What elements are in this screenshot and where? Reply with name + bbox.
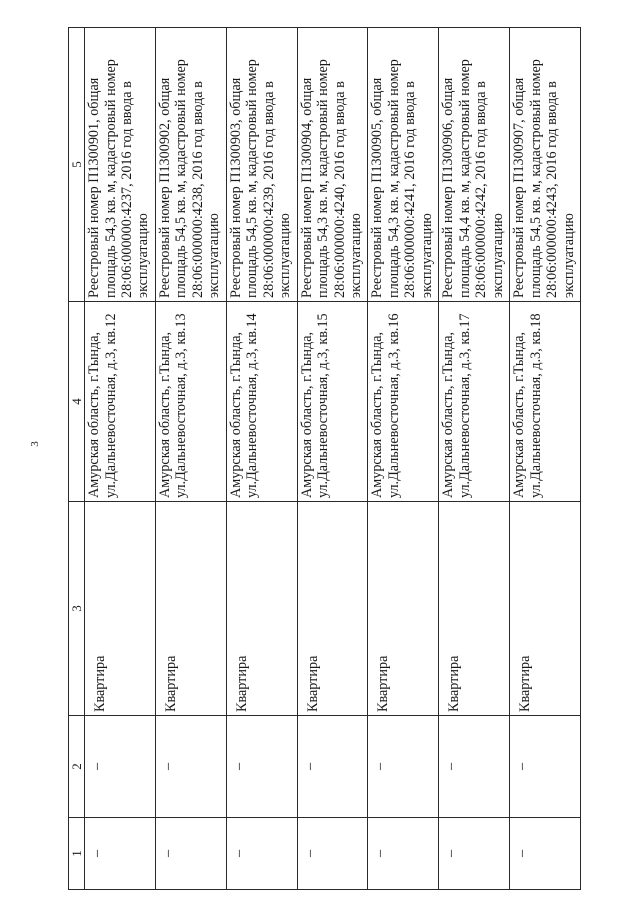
table-row: [439, 28, 510, 890]
cell-col2: –: [297, 716, 368, 818]
cell-address: Амурская область, г.Тында, ул.Дальневосточная, д.3, кв.14: [226, 302, 297, 502]
cell-object-type: Квартира: [85, 502, 156, 716]
cell-details: Реестровый номер П1300901, общая площадь 54,3 кв. м, кадастровый номер 28:06:000000:4237, 2016 год ввода в эксплуатацию: [85, 28, 156, 302]
cell-col2: –: [368, 716, 439, 818]
rotated-table-container: [68, 28, 581, 890]
cell-col1: –: [226, 818, 297, 890]
cell-details: Реестровый номер П1300903, общая площадь 54,5 кв. м, кадастровый номер 28:06:000000:4239, 2016 год ввода в эксплуатацию: [226, 28, 297, 302]
cell-col1: –: [510, 818, 581, 890]
column-header: 4: [69, 302, 85, 502]
cell-address: Амурская область, г.Тында, ул.Дальневосточная, д.3, кв.17: [439, 302, 510, 502]
cell-address: Амурская область, г.Тында, ул.Дальневосточная, д.3, кв.16: [368, 302, 439, 502]
cell-details: Реестровый номер П1300905, общая площадь 54,3 кв. м, кадастровый номер 28:06:000000:4241, 2016 год ввода в эксплуатацию: [368, 28, 439, 302]
table-row: [85, 28, 156, 890]
cell-object-type: Квартира: [155, 502, 226, 716]
cell-object-type: Квартира: [510, 502, 581, 716]
cell-col2: –: [85, 716, 156, 818]
table-row: [226, 28, 297, 890]
cell-col1: –: [85, 818, 156, 890]
cell-col2: –: [510, 716, 581, 818]
table-row: [155, 28, 226, 890]
table-row: [510, 28, 581, 890]
cell-object-type: Квартира: [439, 502, 510, 716]
cell-col2: –: [226, 716, 297, 818]
cell-col2: –: [439, 716, 510, 818]
header-row: [69, 28, 85, 890]
cell-address: Амурская область, г.Тында, ул.Дальневосточная, д.3, кв.13: [155, 302, 226, 502]
cell-address: Амурская область, г.Тында, ул.Дальневосточная, д.3, кв.18: [510, 302, 581, 502]
cell-col1: –: [368, 818, 439, 890]
cell-details: Реестровый номер П1300904, общая площадь 54,3 кв. м, кадастровый номер 28:06:000000:4240, 2016 год ввода в эксплуатацию: [297, 28, 368, 302]
cell-object-type: Квартира: [297, 502, 368, 716]
cell-address: Амурская область, г.Тында, ул.Дальневосточная, д.3, кв.15: [297, 302, 368, 502]
cell-object-type: Квартира: [226, 502, 297, 716]
column-header: 2: [69, 716, 85, 818]
column-header: 1: [69, 818, 85, 890]
cell-col2: –: [155, 716, 226, 818]
cell-col1: –: [439, 818, 510, 890]
cell-address: Амурская область, г.Тында, ул.Дальневосточная, д.3, кв.12: [85, 302, 156, 502]
property-table: [68, 27, 581, 890]
cell-col1: –: [297, 818, 368, 890]
page-number: 3: [28, 441, 41, 447]
table-row: [297, 28, 368, 890]
cell-object-type: Квартира: [368, 502, 439, 716]
cell-details: Реестровый номер П1300907, общая площадь 54,5 кв. м, кадастровый номер 28:06:000000:4243, 2016 год ввода в эксплуатацию: [510, 28, 581, 302]
cell-col1: –: [155, 818, 226, 890]
cell-details: Реестровый номер П1300902, общая площадь 54,5 кв. м, кадастровый номер 28:06:000000:4238, 2016 год ввода в эксплуатацию: [155, 28, 226, 302]
cell-details: Реестровый номер П1300906, общая площадь 54,4 кв. м, кадастровый номер 28:06:000000:4242, 2016 год ввода в эксплуатацию: [439, 28, 510, 302]
table-row: [368, 28, 439, 890]
column-header: 3: [69, 502, 85, 716]
column-header: 5: [69, 28, 85, 302]
